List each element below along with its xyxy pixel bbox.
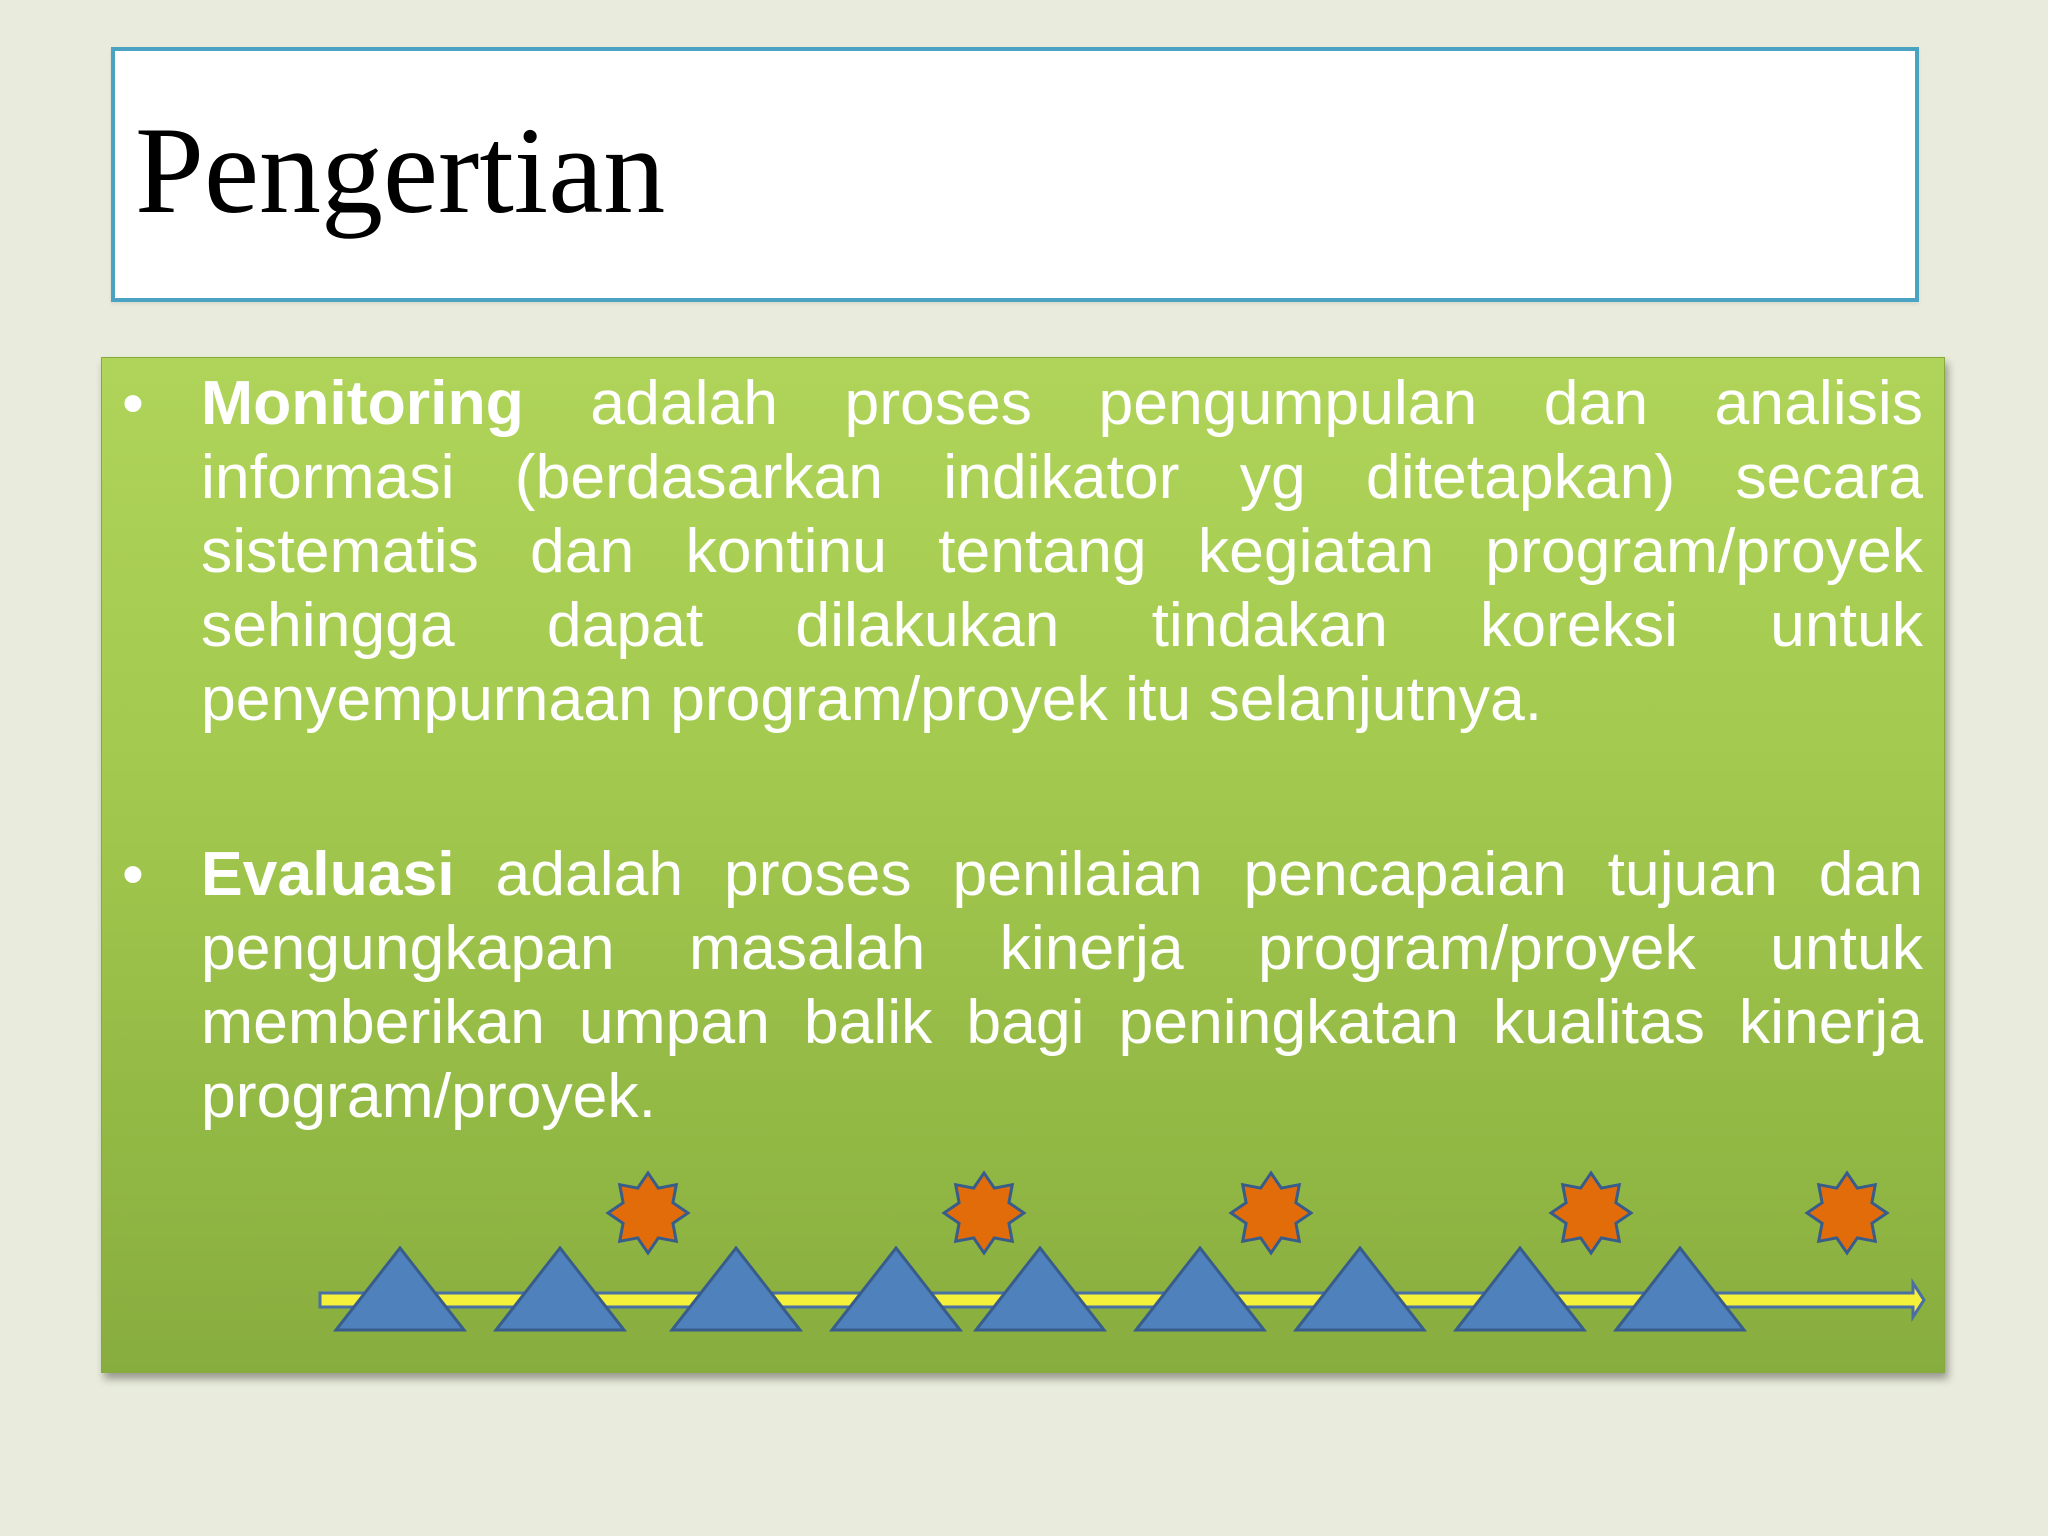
term-evaluasi: Evaluasi — [201, 839, 455, 909]
triangle-marker — [1296, 1248, 1424, 1330]
triangle-marker — [832, 1248, 960, 1330]
star-marker — [608, 1173, 688, 1253]
triangle-markers — [336, 1248, 1744, 1330]
definition-monitoring: adalah proses pengumpulan dan analisis informasi (berdasarkan indikator yg ditetapkan) secara sistematis dan kontinu tentang kegiatan program/proyek sehingga dapat dilakukan tindakan koreksi untuk penyempurnaan program/proyek itu selanjutnya. — [201, 368, 1923, 734]
triangle-marker — [336, 1248, 464, 1330]
triangle-marker — [672, 1248, 800, 1330]
bullet-marker: • — [122, 368, 144, 438]
star-markers — [608, 1173, 1887, 1253]
triangle-marker — [496, 1248, 624, 1330]
timeline-diagram — [102, 358, 1946, 1374]
star-marker — [944, 1173, 1024, 1253]
triangle-marker — [976, 1248, 1104, 1330]
star-marker — [1807, 1173, 1887, 1253]
star-marker — [1551, 1173, 1631, 1253]
triangle-marker — [1456, 1248, 1584, 1330]
star-marker — [1231, 1173, 1311, 1253]
term-monitoring: Monitoring — [201, 368, 524, 438]
slide-title: Pengertian — [135, 102, 666, 239]
content-box — [101, 357, 1945, 1373]
triangle-marker — [1616, 1248, 1744, 1330]
definition-evaluasi: adalah proses penilaian pencapaian tujuan dan pengungkapan masalah kinerja program/proyek untuk memberikan umpan balik bagi peningkatan kualitas kinerja program/proyek. — [201, 839, 1923, 1131]
title-box — [111, 47, 1919, 302]
triangle-marker — [1136, 1248, 1264, 1330]
bullet-marker: • — [122, 839, 144, 909]
